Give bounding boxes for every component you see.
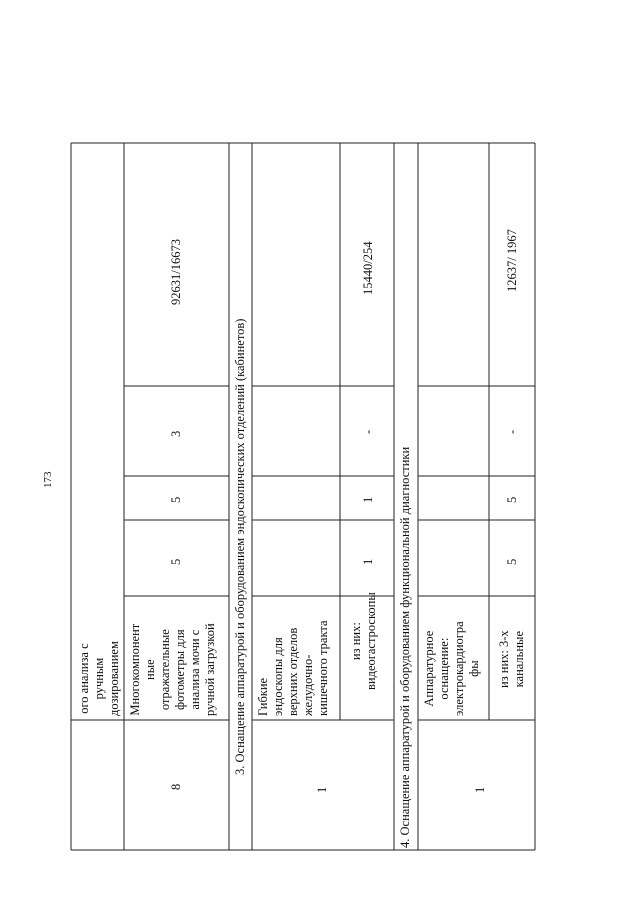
section-4-col2: 5 [505, 496, 519, 503]
row-8-col1: 5 [169, 558, 183, 565]
row-8-value: 92631/16673 [169, 239, 183, 305]
row-8-col2: 5 [169, 496, 183, 503]
row-8-desc-continued: ого анализа с ручным дозированием [77, 641, 121, 716]
section-4-col3: - [505, 429, 519, 434]
row-8-number: 8 [169, 783, 183, 790]
section-3-description: Гибкие эндоскопы для верхних отделов желудочно- кишечного тракта [256, 620, 330, 716]
section-4-col1: 5 [505, 558, 519, 565]
section-3-sub-description: из них: видеогастроскопы [349, 592, 378, 690]
section-3-row-number: 1 [315, 786, 329, 793]
page-number: 173 [42, 471, 54, 488]
section-4-sub-description: из них: 3-х канальные [497, 630, 526, 688]
section-4-description: Аппаратурное оснащение: электрокардиогра фы [422, 621, 481, 716]
section-4-value: 12637/ 1967 [505, 229, 519, 292]
section-3-col3: - [361, 429, 375, 434]
section-4-heading: 4. Оснащение аппаратурой и оборудованием функциональной диагностики [398, 446, 412, 848]
section-3-value: 15440/254 [361, 241, 375, 295]
section-3-heading: 3. Оснащение аппаратурой и оборудованием эндоскопических отделений (кабинетов) [233, 318, 247, 775]
section-3-col2: 1 [361, 496, 375, 503]
row-8-description: Многокомпонент ные отражательные фотометры для анализа мочи с ручной загрузкой [128, 623, 217, 716]
row-8-col3: 3 [169, 430, 183, 437]
section-3-col1: 1 [361, 558, 375, 565]
section-4-row-number: 1 [473, 786, 487, 793]
